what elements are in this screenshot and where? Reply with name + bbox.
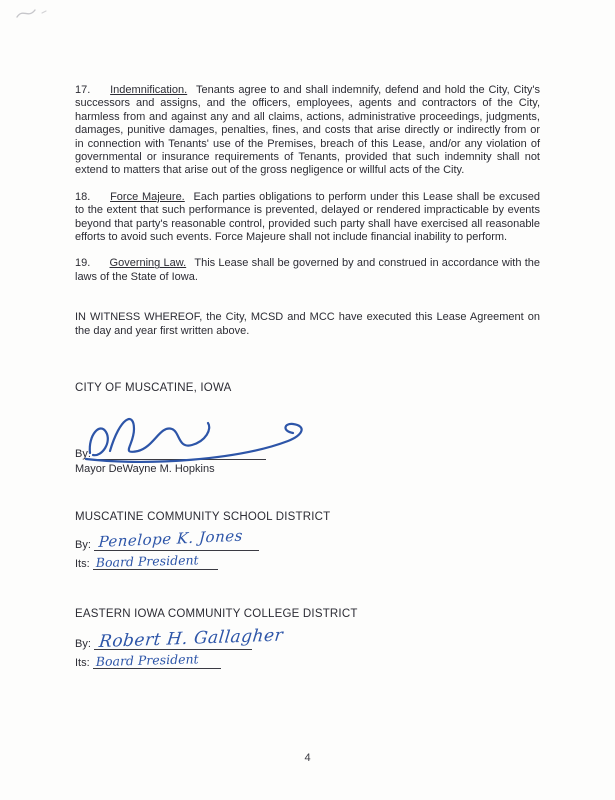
paragraph-text: Tenants agree to and shall indemnify, defend and hold the City, City's successors and assigns, and the officers, employees, agents and contractors of the City, harmless from and against any and all claims, actions, administrative proceedings, judgments, damages, punitive damages, penalties, fines, and costs that arise directly or indirectly from or in connection with Tenants' use of the Premises, breach of this Lease, and/or any violation of governmental or insurance requirements of Tenants, provided that such indemnity shall not extend to matters that arise out of the gross negligence or willful acts of the City. [75,84,540,177]
paragraph-number: 17. [75,84,91,96]
by-line [75,625,540,653]
signature-block-city [75,382,540,475]
handwritten-title: Board President [95,651,199,670]
signature-block-mcsd [75,511,540,570]
paragraph-indemnification [75,84,540,178]
paragraph-title: Force Majeure. [110,190,185,203]
paragraph-force-majeure [75,191,540,245]
paragraph-number: 18. [75,190,91,203]
handwritten-title: Board President [95,552,199,571]
printed-name: Mayor DeWayne M. Hopkins [75,463,215,476]
by-line [75,446,540,460]
signature-block-eiccd [75,608,540,669]
by-label: By: [75,448,91,461]
its-line [75,651,540,670]
paragraph-text: Each parties obligations to perform under this Lease shall be excused to the extent that such performance is prevented, delayed or rendered impracticable by events beyond that party's reasonable control, provided such party shall have exercised all reasonable efforts to avoid such events. Force Majeure shall not include financial inability to perform. [75,190,540,244]
organization-name: CITY OF MUSCATINE, IOWA [75,382,232,395]
by-label: By: [75,638,91,651]
paragraph-title: Indemnification. [110,84,188,96]
signature-line [93,651,221,670]
paragraph-text: This Lease shall be governed by and construed in accordance with the laws of the State of Iowa. [75,257,540,283]
handwritten-signature: Robert H. Gallagher [97,625,285,653]
page-number: 4 [304,752,311,764]
handwritten-signature: Penelope K. Jones [97,526,244,552]
paragraph-number: 19. [75,257,91,270]
paragraph-title: Governing Law. [109,257,187,270]
scan-artifact-mark [12,4,66,24]
signature-line [94,446,266,460]
signature-line [93,552,218,571]
its-line [75,552,540,571]
by-line [75,526,540,552]
signature-line [94,526,259,552]
its-label: Its: [75,657,90,670]
by-label: By: [75,539,91,552]
signature-line [94,625,285,653]
its-label: Its: [75,558,90,571]
organization-name: MUSCATINE COMMUNITY SCHOOL DISTRICT [75,511,331,524]
paragraph-governing-law [75,257,540,284]
signature-scrawl-mayor [78,407,320,469]
witness-clause: IN WITNESS WHEREOF, the City, MCSD and MCC have executed this Lease Agreement on the day and year first written above. [75,311,540,337]
organization-name: EASTERN IOWA COMMUNITY COLLEGE DISTRICT [75,608,358,621]
